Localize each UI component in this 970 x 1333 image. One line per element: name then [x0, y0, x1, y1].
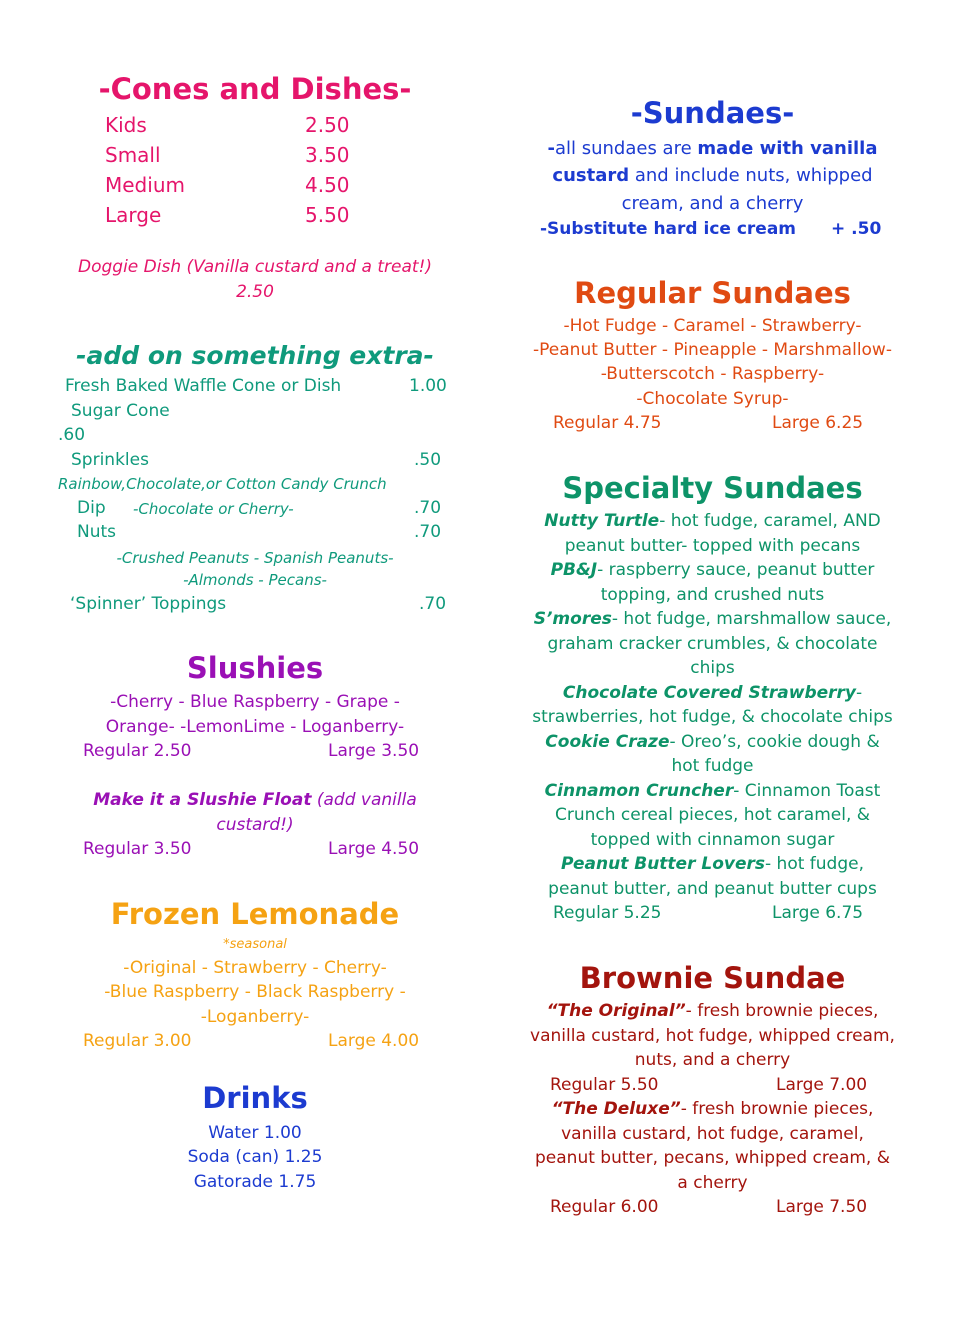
extras-sugar-price: .60 [58, 425, 86, 445]
brownie-original-regular: Regular 5.50 [550, 1075, 659, 1095]
regular-sundaes-toppings-1: -Hot Fudge - Caramel - Strawberry- [563, 316, 862, 336]
extras-nuts-types-1: -Crushed Peanuts - Spanish Peanuts- [116, 549, 394, 567]
extras-title: -add on something extra- [76, 341, 434, 370]
extras-nuts: Nuts [77, 522, 117, 542]
regular-sundaes-regular: Regular 4.75 [553, 413, 662, 433]
cones-item-small: Small [105, 143, 161, 167]
sundaes-intro-line3: cream, and a cherry [621, 193, 804, 214]
cookie-craze-name: Cookie Craze [545, 732, 670, 752]
slushie-float-regular: Regular 3.50 [83, 839, 192, 859]
brownie-deluxe-large: Large 7.50 [776, 1197, 868, 1217]
nutty-turtle-line2: peanut butter- topped with pecans [564, 536, 861, 556]
extras-spinner: ‘Spinner’ Toppings [70, 594, 227, 614]
drinks-gatorade: Gatorade 1.75 [193, 1172, 317, 1192]
pbj-name: PB&J [550, 560, 598, 580]
cones-price-medium: 4.50 [305, 173, 350, 197]
brownie-deluxe-regular: Regular 6.00 [550, 1197, 659, 1217]
pb-lovers-name: Peanut Butter Lovers [560, 854, 766, 874]
ccs-line2: strawberries, hot fudge, & chocolate chips [532, 707, 893, 727]
cinnamon-desc1: - Cinnamon Toast [733, 781, 881, 801]
brownie-original-line2: vanilla custard, hot fudge, whipped cream, [530, 1026, 895, 1046]
brownie-original-name: “The Original” [546, 1001, 686, 1021]
extras-sugar: Sugar Cone [71, 401, 170, 421]
pbj-line1 [500, 560, 925, 580]
cones-price-kids: 2.50 [305, 113, 350, 137]
sundaes-intro-bold1: made with vanilla [697, 138, 878, 159]
doggie-dish-price: 2.50 [236, 282, 274, 302]
slushie-float-line2: custard!) [216, 815, 294, 835]
drinks-title: Drinks [202, 1081, 308, 1115]
cookie-craze-line2: hot fudge [671, 756, 754, 776]
specialty-large: Large 6.75 [772, 903, 864, 923]
doggie-dish-label: Doggie Dish (Vanilla custard and a treat!) [78, 257, 432, 277]
sundaes-intro-line1 [500, 138, 925, 159]
smores-line1 [500, 609, 925, 629]
drinks-water: Water 1.00 [208, 1123, 302, 1143]
regular-sundaes-toppings-2: -Peanut Butter - Pineapple - Marshmallow- [533, 340, 892, 360]
sundaes-substitute: -Substitute hard ice cream [540, 219, 797, 239]
cinnamon-line2: Crunch cereal pieces, hot caramel, & [554, 805, 871, 825]
cones-price-small: 3.50 [305, 143, 350, 167]
slushies-flavors-2: Orange- -LemonLime - Loganberry- [105, 717, 405, 737]
slushie-float-large: Large 4.50 [328, 839, 420, 859]
brownie-deluxe-line4: a cherry [677, 1173, 748, 1193]
smores-line2: graham cracker crumbles, & chocolate [547, 634, 878, 654]
ccs-name: Chocolate Covered Strawberry [562, 683, 856, 703]
slushies-regular: Regular 2.50 [83, 741, 192, 761]
sundaes-intro-line2 [500, 165, 925, 186]
ccs-line1 [500, 683, 925, 703]
specialty-title: Specialty Sundaes [562, 471, 863, 505]
smores-name: S’mores [533, 609, 612, 629]
lemonade-large: Large 4.00 [328, 1031, 420, 1051]
extras-sprinkles: Sprinkles [71, 450, 149, 470]
extras-dip-price: .70 [414, 498, 442, 518]
cinnamon-line1 [500, 781, 925, 801]
sundaes-intro-text1: all sundaes are [554, 138, 698, 159]
lemonade-flavors-1: -Original - Strawberry - Cherry- [123, 958, 387, 978]
pbj-desc1: - raspberry sauce, peanut butter [597, 560, 875, 580]
brownie-title: Brownie Sundae [579, 961, 846, 995]
regular-sundaes-toppings-4: -Chocolate Syrup- [636, 389, 789, 409]
extras-dip-options: -Chocolate or Cherry- [133, 500, 294, 518]
brownie-original-desc1: - fresh brownie pieces, [685, 1001, 879, 1021]
sundaes-intro-text2: and include nuts, whipped [629, 165, 873, 186]
brownie-deluxe-name: “The Deluxe” [551, 1099, 681, 1119]
brownie-original-line3: nuts, and a cherry [634, 1050, 791, 1070]
ccs-desc1: - [856, 683, 863, 703]
extras-nuts-types-2: -Almonds - Pecans- [183, 571, 327, 589]
slushies-large: Large 3.50 [328, 741, 420, 761]
slushies-title: Slushies [186, 651, 324, 685]
cones-price-large: 5.50 [305, 203, 350, 227]
regular-sundaes-title: Regular Sundaes [574, 276, 851, 310]
slushie-float-note: (add vanilla [311, 790, 417, 810]
extras-crunch: Rainbow,Chocolate,or Cotton Candy Crunch [58, 475, 387, 493]
brownie-deluxe-line2: vanilla custard, hot fudge, caramel, [561, 1124, 864, 1144]
sundaes-intro-dash: - [547, 138, 555, 159]
brownie-deluxe-desc1: - fresh brownie pieces, [680, 1099, 874, 1119]
cookie-craze-line1 [500, 732, 925, 752]
nutty-turtle-line1 [500, 511, 925, 531]
extras-spinner-price: .70 [419, 594, 447, 614]
extras-waffle: Fresh Baked Waffle Cone or Dish [65, 376, 342, 396]
pbj-line2: topping, and crushed nuts [600, 585, 825, 605]
lemonade-regular: Regular 3.00 [83, 1031, 192, 1051]
slushie-float-name: Make it a Slushie Float [93, 790, 312, 810]
extras-sprinkles-price: .50 [414, 450, 442, 470]
lemonade-seasonal-note: *seasonal [223, 937, 287, 952]
extras-dip: Dip [77, 498, 106, 518]
smores-line3: chips [690, 658, 735, 678]
cinnamon-name: Cinnamon Cruncher [544, 781, 734, 801]
sundaes-title: -Sundaes- [630, 96, 795, 130]
smores-desc1: - hot fudge, marshmallow sauce, [611, 609, 892, 629]
drinks-soda: Soda (can) 1.25 [187, 1147, 323, 1167]
specialty-regular: Regular 5.25 [553, 903, 662, 923]
brownie-deluxe-line1 [500, 1099, 925, 1119]
cinnamon-line3: topped with cinnamon sugar [590, 830, 835, 850]
regular-sundaes-toppings-3: -Butterscotch - Raspberry- [600, 364, 825, 384]
cones-title: -Cones and Dishes- [98, 72, 412, 106]
nutty-turtle-name: Nutty Turtle [544, 511, 660, 531]
cones-item-medium: Medium [105, 173, 185, 197]
cones-item-large: Large [105, 203, 162, 227]
cookie-craze-desc1: - Oreo’s, cookie dough & [669, 732, 880, 752]
brownie-original-large: Large 7.00 [776, 1075, 868, 1095]
nutty-turtle-desc1: - hot fudge, caramel, AND [659, 511, 881, 531]
regular-sundaes-large: Large 6.25 [772, 413, 864, 433]
lemonade-flavors-3: -Loganberry- [200, 1007, 310, 1027]
brownie-deluxe-line3: peanut butter, pecans, whipped cream, & [535, 1148, 890, 1168]
pb-lovers-line1 [500, 854, 925, 874]
slushie-float-line1 [40, 790, 470, 810]
lemonade-flavors-2: -Blue Raspberry - Black Raspberry - [104, 982, 406, 1002]
cones-item-kids: Kids [105, 113, 147, 137]
pb-lovers-line2: peanut butter, and peanut butter cups [548, 879, 877, 899]
slushies-flavors-1: -Cherry - Blue Raspberry - Grape - [110, 692, 400, 712]
extras-nuts-price: .70 [414, 522, 442, 542]
sundaes-intro-bold2: custard [552, 165, 630, 186]
pb-lovers-desc1: - hot fudge, [765, 854, 865, 874]
brownie-original-line1 [500, 1001, 925, 1021]
lemonade-title: Frozen Lemonade [110, 897, 400, 931]
sundaes-substitute-price: + .50 [831, 219, 882, 239]
extras-waffle-price: 1.00 [409, 376, 447, 396]
